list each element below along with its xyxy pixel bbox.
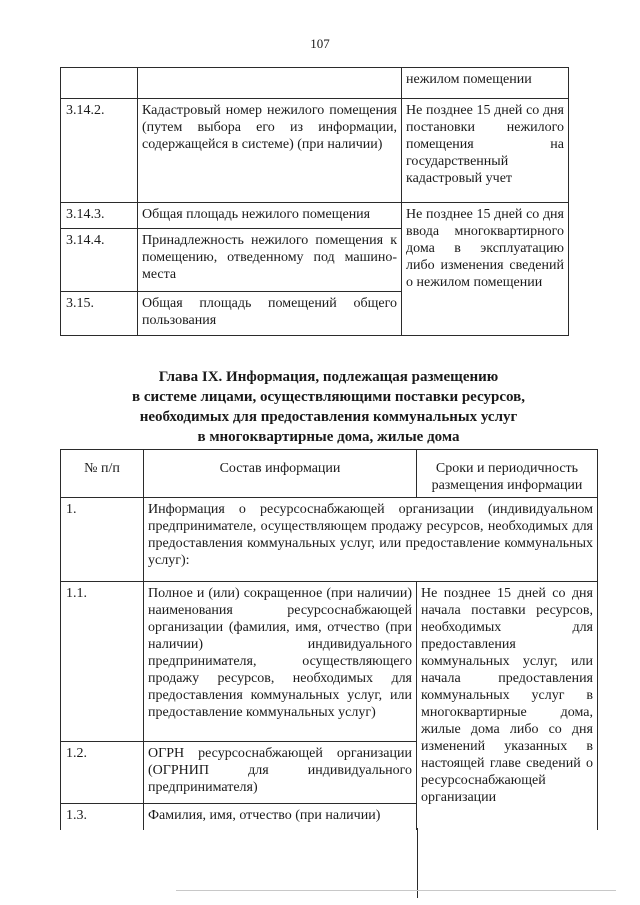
row-info: ОГРН ресурсоснабжающей организации (ОГРНИП для индивидуального предпринимателя) [144, 742, 417, 804]
chapter-heading-line: в многоквартирные дома, жилые дома [197, 429, 460, 445]
row-number: 1. [61, 498, 144, 582]
row-info: Фамилия, имя, отчество (при наличии) [144, 804, 417, 830]
table-row [61, 498, 598, 582]
row-number: 3.14.2. [61, 99, 138, 203]
header-info: Состав информации [144, 450, 417, 498]
row-info [138, 68, 402, 99]
row-info: Принадлежность нежилого помещения к помещению, отведенному под машино-места [138, 229, 402, 292]
row-info: Информация о ресурсоснабжающей организации (индивидуальном предпринимателе, осуществляющем продажу ресурсов, необходимых для предоставления коммунальных услуг, или предоставление коммунальных услуг): [144, 498, 598, 582]
chapter-heading-line: в системе лицами, осуществляющими поставки ресурсов, [132, 389, 525, 405]
chapter-heading-line: необходимых для предоставления коммунальных услуг [139, 409, 518, 425]
table-header-row [61, 450, 598, 498]
row-number [61, 68, 138, 99]
table-row [61, 99, 569, 203]
chapter-heading [60, 367, 597, 447]
row-deadline: Не позднее 15 дней со дня постановки нежилого помещения на государственный кадастровый учет [402, 99, 569, 203]
table-row [61, 68, 569, 99]
row-info: Кадастровый номер нежилого помещения (путем выбора его из информации, содержащейся в системе) (при наличии) [138, 99, 402, 203]
page-number: 107 [310, 36, 330, 51]
row-number: 3.15. [61, 292, 138, 336]
row-number: 1.3. [61, 804, 144, 830]
row-info: Общая площадь помещений общего пользования [138, 292, 402, 336]
row-number: 1.2. [61, 742, 144, 804]
top-table [60, 67, 569, 336]
scan-edge-line [176, 890, 616, 891]
row-number: 3.14.4. [61, 229, 138, 292]
row-info: Общая площадь нежилого помещения [138, 203, 402, 229]
table-row [61, 582, 598, 742]
table-row [61, 203, 569, 229]
bottom-table [60, 449, 598, 830]
header-deadline: Сроки и периодичность размещения информации [417, 450, 598, 498]
row-info: Полное и (или) сокращенное (при наличии) наименования ресурсоснабжающей организации (фамилия, имя, отчество (при наличии) индивидуального предпринимателя, осуществляющего продажу ресурсов, необходимых для предоставления коммунальных услуг, или предоставление коммунальных услуг) [144, 582, 417, 742]
column-divider-continuation [417, 828, 418, 898]
row-number: 3.14.3. [61, 203, 138, 229]
shared-deadline: Не позднее 15 дней со дня начала поставки ресурсов, необходимых для предоставления коммунальных услуг, или начала предоставления коммунальных услуг в многоквартирные дома, жилые дома либо со дня изменений указанных в настоящей главе сведений о ресурсоснабжающей организации [417, 582, 598, 830]
shared-deadline: Не позднее 15 дней со дня ввода многоквартирного дома в эксплуатацию либо изменения сведений о нежилом помещении [402, 203, 569, 336]
chapter-heading-line: Глава IX. Информация, подлежащая размещению [158, 369, 499, 385]
row-deadline: нежилом помещении [402, 68, 569, 99]
header-num: № п/п [61, 450, 144, 498]
row-number: 1.1. [61, 582, 144, 742]
